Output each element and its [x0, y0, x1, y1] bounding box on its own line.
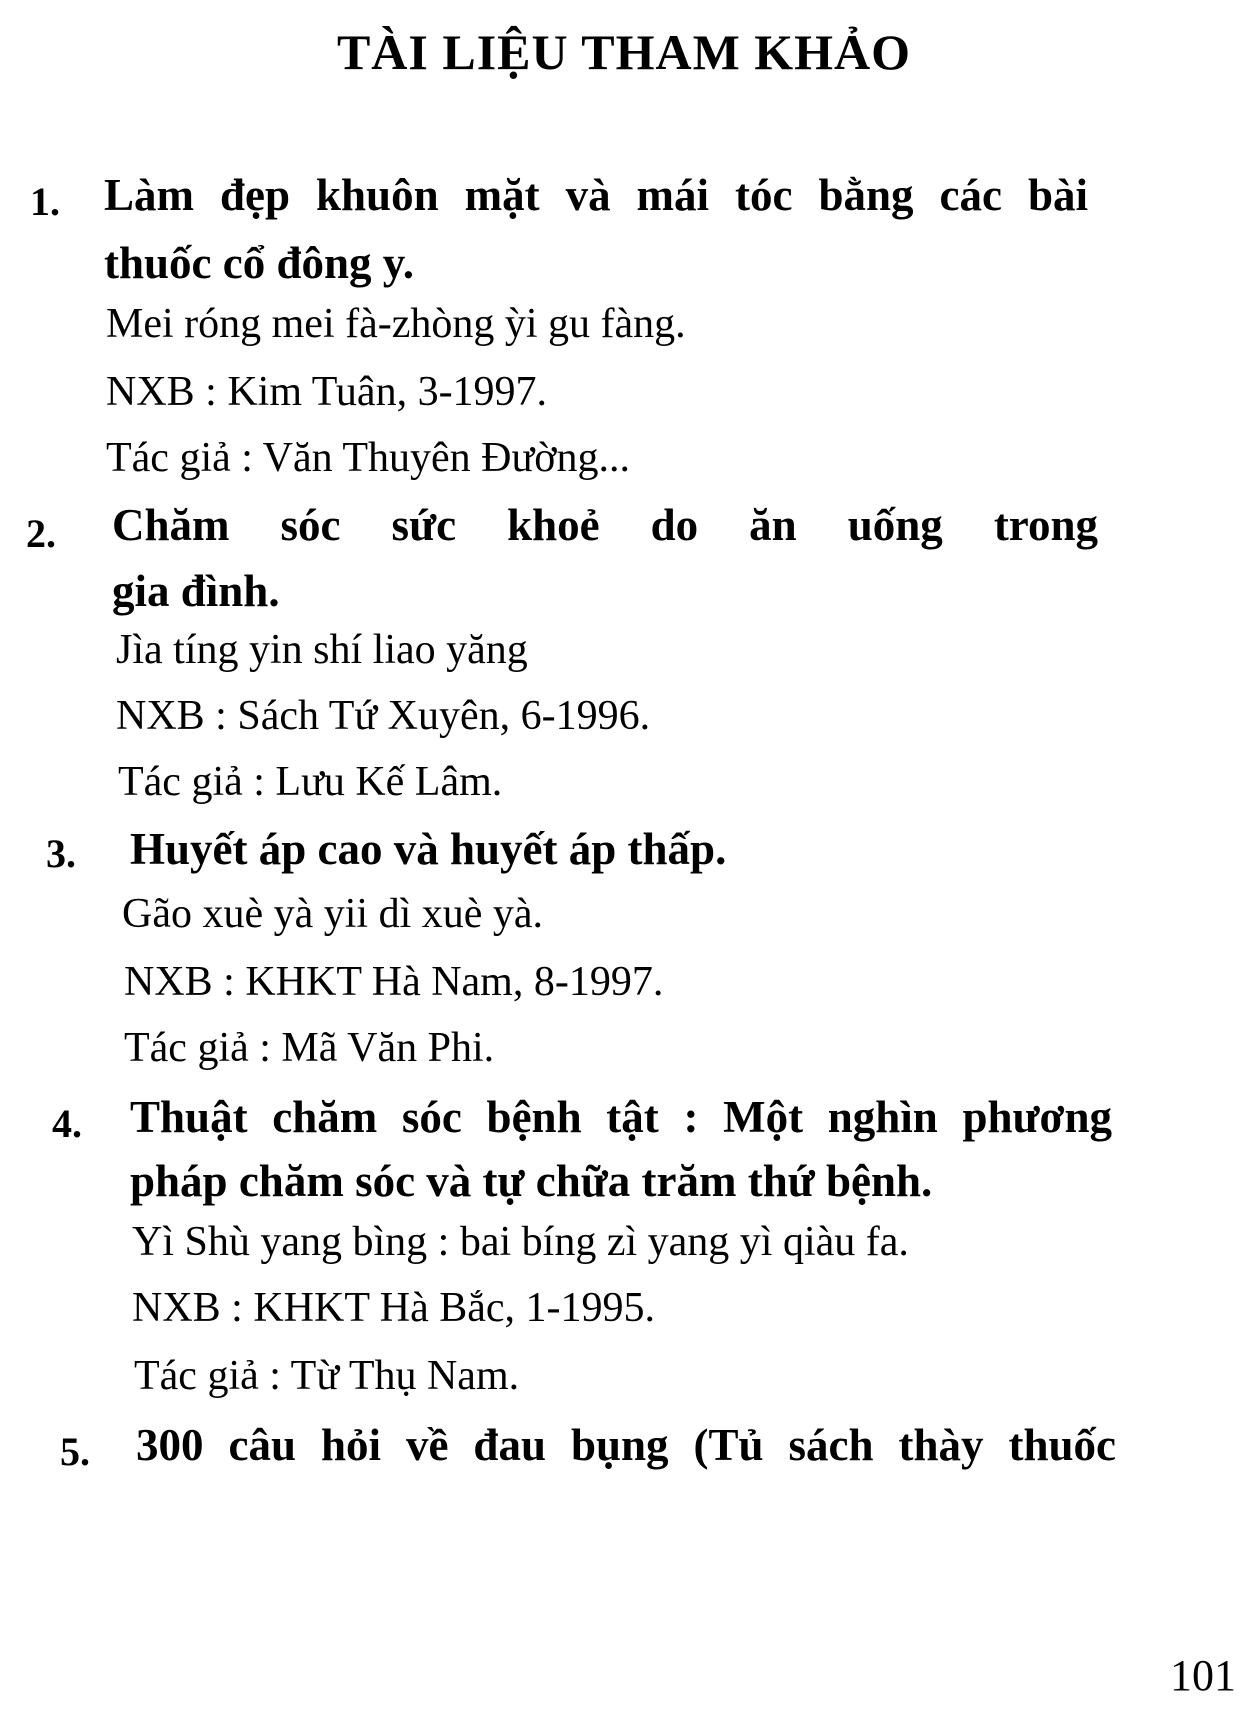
reference-title-line-2: thuốc cổ đông y. — [104, 238, 415, 288]
reference-title-line-1: Chăm sóc sức khoẻ do ăn uống trong — [112, 500, 1098, 550]
reference-original-title: Mei róng mei fà-zhòng ỳi gu fàng. — [106, 301, 686, 347]
reference-original-title: Yì Shù yang bìng : bai bíng zì yang yì qiàu fa. — [132, 1219, 909, 1265]
reference-publisher: NXB : Kim Tuân, 3-1997. — [106, 369, 548, 415]
reference-original-title: Gão xuè yà yii dì xuè yà. — [122, 891, 544, 937]
reference-number: 2. — [26, 511, 56, 556]
reference-number: 5. — [60, 1429, 90, 1474]
reference-title-line-1: Huyết áp cao và huyết áp thấp. — [130, 824, 727, 874]
reference-author: Tác giả : Mã Văn Phi. — [124, 1025, 495, 1071]
reference-title-line-2: pháp chăm sóc và tự chữa trăm thứ bệnh. — [130, 1156, 933, 1206]
reference-number: 4. — [52, 1101, 82, 1146]
reference-title-line-2: gia đình. — [112, 566, 280, 616]
reference-author: Tác giả : Văn Thuyên Đường... — [106, 435, 630, 481]
page-number: 101 — [1170, 1651, 1236, 1700]
reference-original-title: Jìa tíng yin shí liao yăng — [116, 627, 528, 673]
reference-publisher: NXB : KHKT Hà Nam, 8-1997. — [124, 959, 664, 1005]
reference-title-line-1: Thuật chăm sóc bệnh tật : Một nghìn phương — [130, 1092, 1112, 1142]
reference-number: 3. — [46, 831, 76, 876]
reference-title-line-1: Làm đẹp khuôn mặt và mái tóc bằng các bài — [104, 170, 1088, 220]
reference-number: 1. — [30, 179, 60, 224]
reference-title-line-1: 300 câu hỏi về đau bụng (Tủ sách thày thuốc — [136, 1420, 1116, 1470]
reference-author: Tác giả : Từ Thụ Nam. — [134, 1353, 520, 1399]
reference-publisher: NXB : Sách Tứ Xuyên, 6-1996. — [116, 693, 651, 739]
reference-publisher: NXB : KHKT Hà Bắc, 1-1995. — [132, 1285, 655, 1331]
page-title: TÀI LIỆU THAM KHẢO — [336, 24, 912, 80]
reference-author: Tác giả : Lưu Kế Lâm. — [118, 759, 503, 805]
